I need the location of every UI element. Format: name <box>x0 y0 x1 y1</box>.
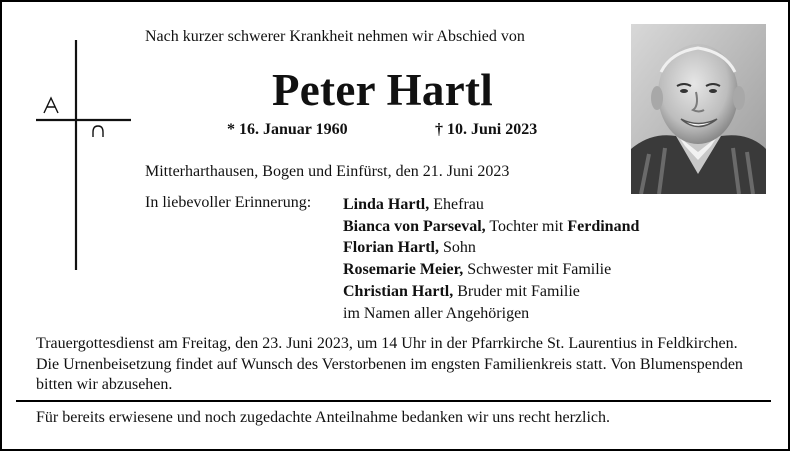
mourner-relation: Tochter mit <box>485 217 568 235</box>
mourner-name: Christian Hartl, <box>343 282 454 300</box>
mourner-relation: Bruder mit Familie <box>453 282 580 300</box>
divider <box>16 400 771 402</box>
portrait-photo <box>631 24 766 194</box>
place-and-date: Mitterharthausen, Bogen und Einfürst, den 21. Juni 2023 <box>145 163 510 180</box>
mourner-relation: Schwester mit Familie <box>463 261 612 279</box>
mourner-name: Rosemarie Meier, <box>343 261 464 279</box>
cross-alpha-omega-icon <box>30 40 140 270</box>
intro-text: Nach kurzer schwerer Krankheit nehmen wir Abschied von <box>145 28 525 45</box>
mourners-closing: im Namen aller Angehörigen <box>343 304 530 322</box>
mourner-row <box>343 194 639 216</box>
mourner-relation: Sohn <box>438 239 476 257</box>
death-date: † 10. Juni 2023 <box>435 121 538 138</box>
service-details: Trauergottesdienst am Freitag, den 23. Juni 2023, um 14 Uhr in der Pfarrkirche St. Laurentius in Feldkirchen. Die Urnenbeisetzung findet auf Wunsch des Verstorbenen im engsten Familienkreis statt. Von Blumenspenden bitten wir abzusehen. <box>36 335 743 393</box>
memory-label: In liebevoller Erinnerung: <box>145 194 312 211</box>
mourners-list <box>343 194 639 324</box>
deceased-name: Peter Hartl <box>272 65 494 115</box>
mourner-extra: Ferdinand <box>567 217 640 235</box>
mourner-name: Florian Hartl, <box>343 239 439 257</box>
mourner-name: Linda Hartl, <box>343 196 430 213</box>
mourner-row <box>343 281 639 303</box>
mourner-row <box>343 216 639 238</box>
mourner-name: Bianca von Parseval, <box>343 217 486 235</box>
thanks-text: Für bereits erwiesene und noch zugedachte Anteilnahme bedanken wir uns recht herzlich. <box>36 409 611 426</box>
mourner-row <box>343 237 639 259</box>
birth-date: * 16. Januar 1960 <box>227 121 348 138</box>
mourner-relation: Ehefrau <box>429 196 484 213</box>
mourner-row <box>343 259 639 281</box>
